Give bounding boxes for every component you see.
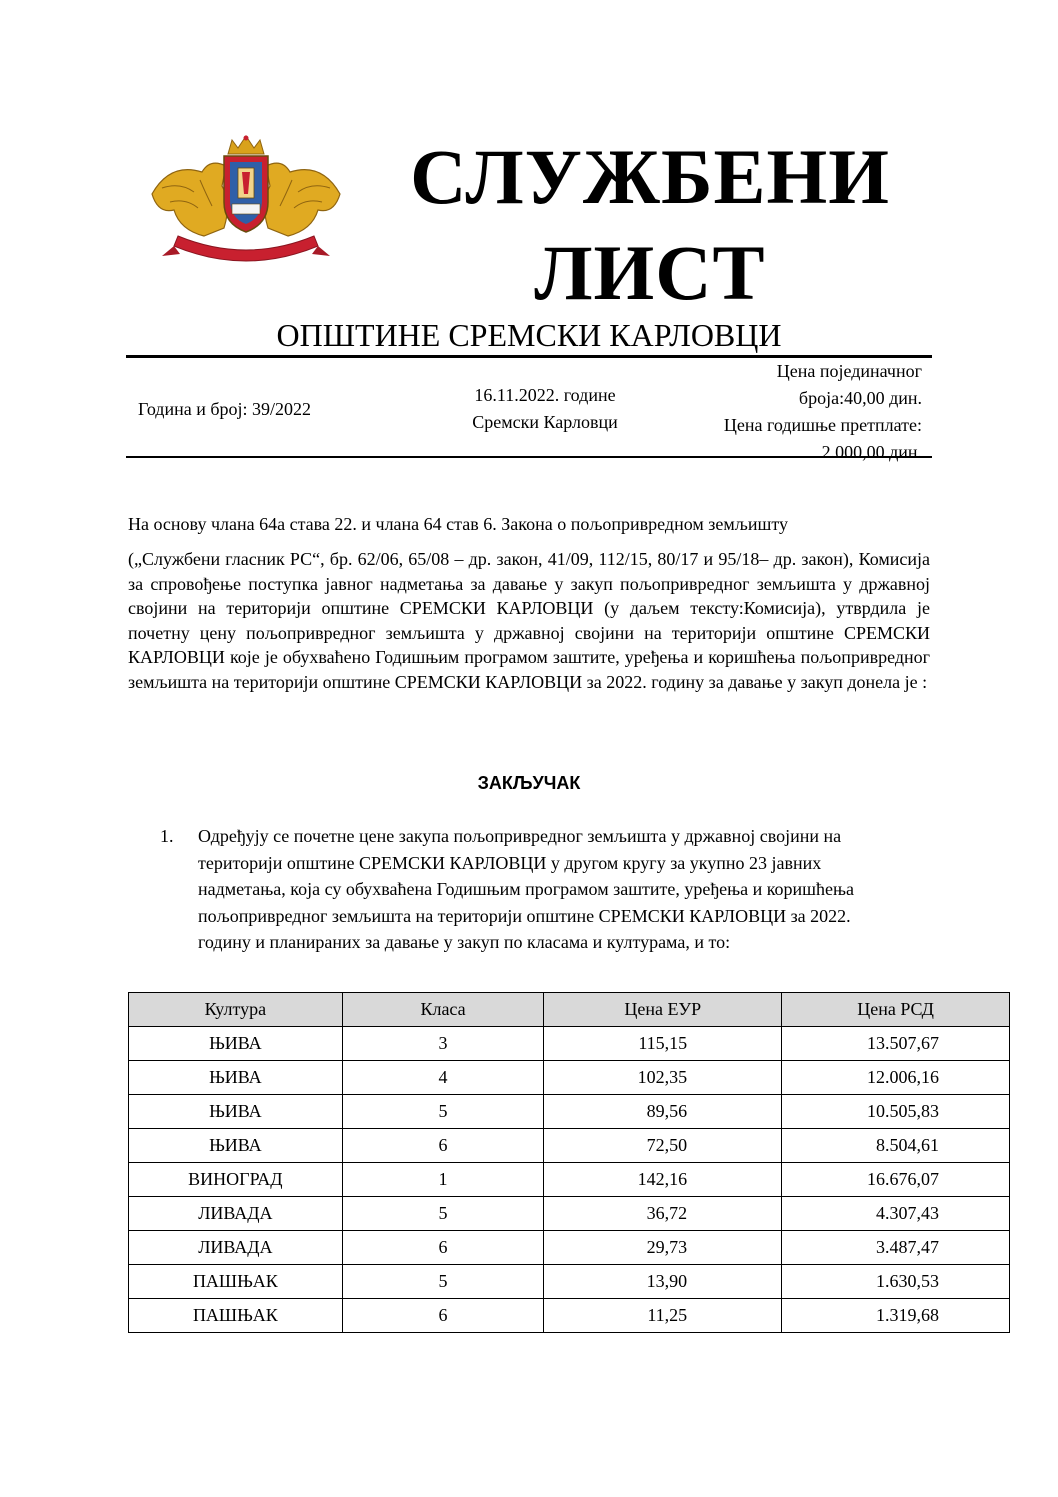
cell-rsd: 1.319,68 bbox=[782, 1299, 1010, 1333]
cell-class: 6 bbox=[342, 1231, 544, 1265]
table-row bbox=[129, 1061, 1010, 1095]
cell-class: 6 bbox=[342, 1299, 544, 1333]
issue-date: 16.11.2022. године bbox=[474, 385, 616, 405]
cell-eur: 115,15 bbox=[544, 1027, 782, 1061]
item-number: 1. bbox=[160, 826, 174, 846]
cell-class: 3 bbox=[342, 1027, 544, 1061]
cell-rsd: 4.307,43 bbox=[782, 1197, 1010, 1231]
cell-culture: ПАШЊАК bbox=[129, 1299, 343, 1333]
gazette-subtitle: ОПШТИНЕ СРЕМСКИ КАРЛОВЦИ bbox=[276, 317, 782, 353]
table-row bbox=[129, 1265, 1010, 1299]
issue-number: Година и број: 39/2022 bbox=[138, 399, 312, 419]
item-text: Одређују се почетне цене закупа пољопривредног земљишта у државној својини на територији општине СРЕМСКИ КАРЛОВЦИ у другом кругу за укупно 23 јавних надметања, која су обухваћена Годишњим програмом заштите, уређења и коришћења пољопривредног земљишта на територији општине СРЕМСКИ КАРЛОВЦИ за 2022. годину и планираних за давање у закуп по класама и културама, и то: bbox=[198, 826, 855, 952]
table-header-row bbox=[129, 993, 1010, 1027]
col-header-culture: Култура bbox=[129, 993, 343, 1027]
cell-class: 1 bbox=[342, 1163, 544, 1197]
cell-culture: ВИНОГРАД bbox=[129, 1163, 343, 1197]
cell-rsd: 12.006,16 bbox=[782, 1061, 1010, 1095]
price-single-label: Цена појединачног bbox=[776, 361, 922, 381]
cell-culture: ЛИВАДА bbox=[129, 1231, 343, 1265]
cell-eur: 89,56 bbox=[544, 1095, 782, 1129]
gazette-title-line1: СЛУЖБЕНИ bbox=[410, 133, 890, 220]
price-single-value: броја:40,00 дин. bbox=[798, 388, 922, 408]
cell-rsd: 1.630,53 bbox=[782, 1265, 1010, 1299]
conclusion-heading: ЗАКЉУЧАК bbox=[477, 773, 581, 793]
intro-paragraph: („Службени гласник РС“, бр. 62/06, 65/08 – др. закон, 41/09, 112/15, 80/17 и 95/18– др. закон), Комисија за спровођење поступка јавног надметања за давање у закуп пољопривредног земљишта у државној својини на територији општине СРЕМСКИ КАРЛОВЦИ (у даљем тексту:Комисија), утврдила је почетну цену пољопривредног земљишта у државној својини на територији општине СРЕМСКИ КАРЛОВЦИ које је обухваћено Годишњим програмом заштите, уређења и коришћења пољопривредног земљишта на територији општине СРЕМСКИ КАРЛОВЦИ за 2022. годину за давање у закуп донела је : bbox=[128, 549, 930, 692]
cell-rsd: 3.487,47 bbox=[782, 1231, 1010, 1265]
cell-eur: 72,50 bbox=[544, 1129, 782, 1163]
cell-eur: 29,73 bbox=[544, 1231, 782, 1265]
cell-culture: ЊИВА bbox=[129, 1027, 343, 1061]
cell-eur: 102,35 bbox=[544, 1061, 782, 1095]
cell-class: 6 bbox=[342, 1129, 544, 1163]
cell-eur: 11,25 bbox=[544, 1299, 782, 1333]
cell-rsd: 8.504,61 bbox=[782, 1129, 1010, 1163]
issue-place: Сремски Карловци bbox=[472, 412, 618, 432]
cell-culture: ЛИВАДА bbox=[129, 1197, 343, 1231]
gazette-title-line2: ЛИСТ bbox=[534, 229, 766, 316]
issue-prices bbox=[660, 358, 922, 466]
col-header-class: Класа bbox=[342, 993, 544, 1027]
cell-culture: ПАШЊАК bbox=[129, 1265, 343, 1299]
coat-of-arms-emblem bbox=[140, 132, 352, 272]
col-header-eur: Цена ЕУР bbox=[544, 993, 782, 1027]
col-header-rsd: Цена РСД bbox=[782, 993, 1010, 1027]
issue-date-place bbox=[430, 382, 660, 436]
table-row bbox=[129, 1163, 1010, 1197]
cell-rsd: 10.505,83 bbox=[782, 1095, 1010, 1129]
table-row bbox=[129, 1027, 1010, 1061]
cell-culture: ЊИВА bbox=[129, 1129, 343, 1163]
price-annual-label: Цена годишње претплате: bbox=[723, 415, 922, 435]
table-row bbox=[129, 1129, 1010, 1163]
cell-class: 5 bbox=[342, 1265, 544, 1299]
price-table bbox=[128, 992, 1010, 1333]
cell-rsd: 16.676,07 bbox=[782, 1163, 1010, 1197]
cell-eur: 36,72 bbox=[544, 1197, 782, 1231]
cell-culture: ЊИВА bbox=[129, 1095, 343, 1129]
table-row bbox=[129, 1197, 1010, 1231]
header-rule-bottom bbox=[126, 456, 932, 458]
price-annual-value: 2.000,00 дин. bbox=[821, 442, 922, 462]
cell-rsd: 13.507,67 bbox=[782, 1027, 1010, 1061]
cell-class: 4 bbox=[342, 1061, 544, 1095]
intro-line: На основу члана 64а става 22. и члана 64 став 6. Закона о пољопривредном земљишту bbox=[128, 514, 788, 534]
cell-class: 5 bbox=[342, 1197, 544, 1231]
cell-eur: 13,90 bbox=[544, 1265, 782, 1299]
table-row bbox=[129, 1095, 1010, 1129]
cell-class: 5 bbox=[342, 1095, 544, 1129]
cell-eur: 142,16 bbox=[544, 1163, 782, 1197]
table-row bbox=[129, 1299, 1010, 1333]
cell-culture: ЊИВА bbox=[129, 1061, 343, 1095]
table-row bbox=[129, 1231, 1010, 1265]
